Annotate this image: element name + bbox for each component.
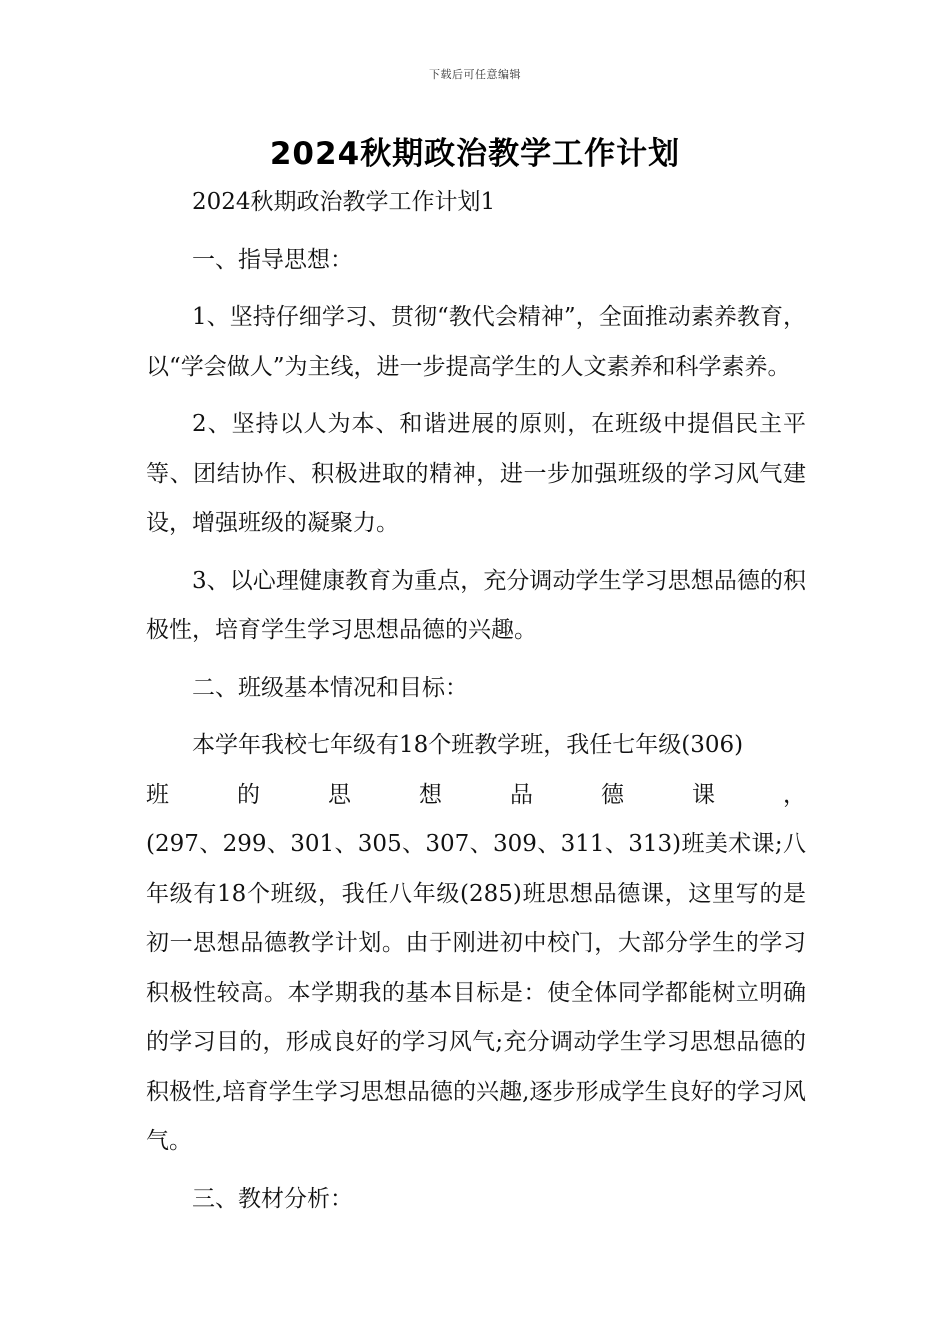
document-body	[146, 178, 806, 1224]
paragraph-point-1: 1、坚持仔细学习、贯彻“教代会精神”，全面推动素养教育，以“学会做人”为主线，进一步提高学生的人文素养和科学素养。	[146, 304, 806, 380]
document-title: 2024秋期政治教学工作计划	[269, 136, 681, 172]
section-heading-class-situation: 二、班级基本情况和目标：	[192, 674, 468, 701]
paragraph-class-situation-line2: 班 的 思 想 品 德 课 ，	[146, 781, 806, 808]
section-heading-textbook-analysis: 三、教材分析：	[192, 1185, 353, 1212]
paragraph-class-situation-line1: 本学年我校七年级有18个班教学班，我任七年级(306)	[192, 732, 744, 758]
section-heading-guiding-ideology: 一、指导思想：	[192, 246, 353, 273]
paragraph-point-2: 2、坚持以人为本、和谐进展的原则，在班级中提倡民主平等、团结协作、积极进取的精神，进一步加强班级的学习风气建设，增强班级的凝聚力。	[146, 411, 806, 536]
subtitle-paragraph: 2024秋期政治教学工作计划1	[192, 189, 496, 215]
paragraph-point-3: 3、以心理健康教育为重点，充分调动学生学习思想品德的积极性，培育学生学习思想品德的兴趣。	[146, 567, 806, 643]
header-note: 下载后可任意编辑	[429, 68, 521, 81]
paragraph-class-situation-rest: (297、299、301、305、307、309、311、313)班美术课;八年级有18个班级，我任八年级(285)班思想品德课，这里写的是初一思想品德教学计划。由于刚进初中校门，大部分学生的学习积极性较高。本学期我的基本目标是：使全体同学都能树立明确的学习目的，形成良好的学习风气;充分调动学生学习思想品德的积极性,培育学生学习思想品德的兴趣,逐步形成学生良好的学习风气。	[146, 831, 806, 1154]
